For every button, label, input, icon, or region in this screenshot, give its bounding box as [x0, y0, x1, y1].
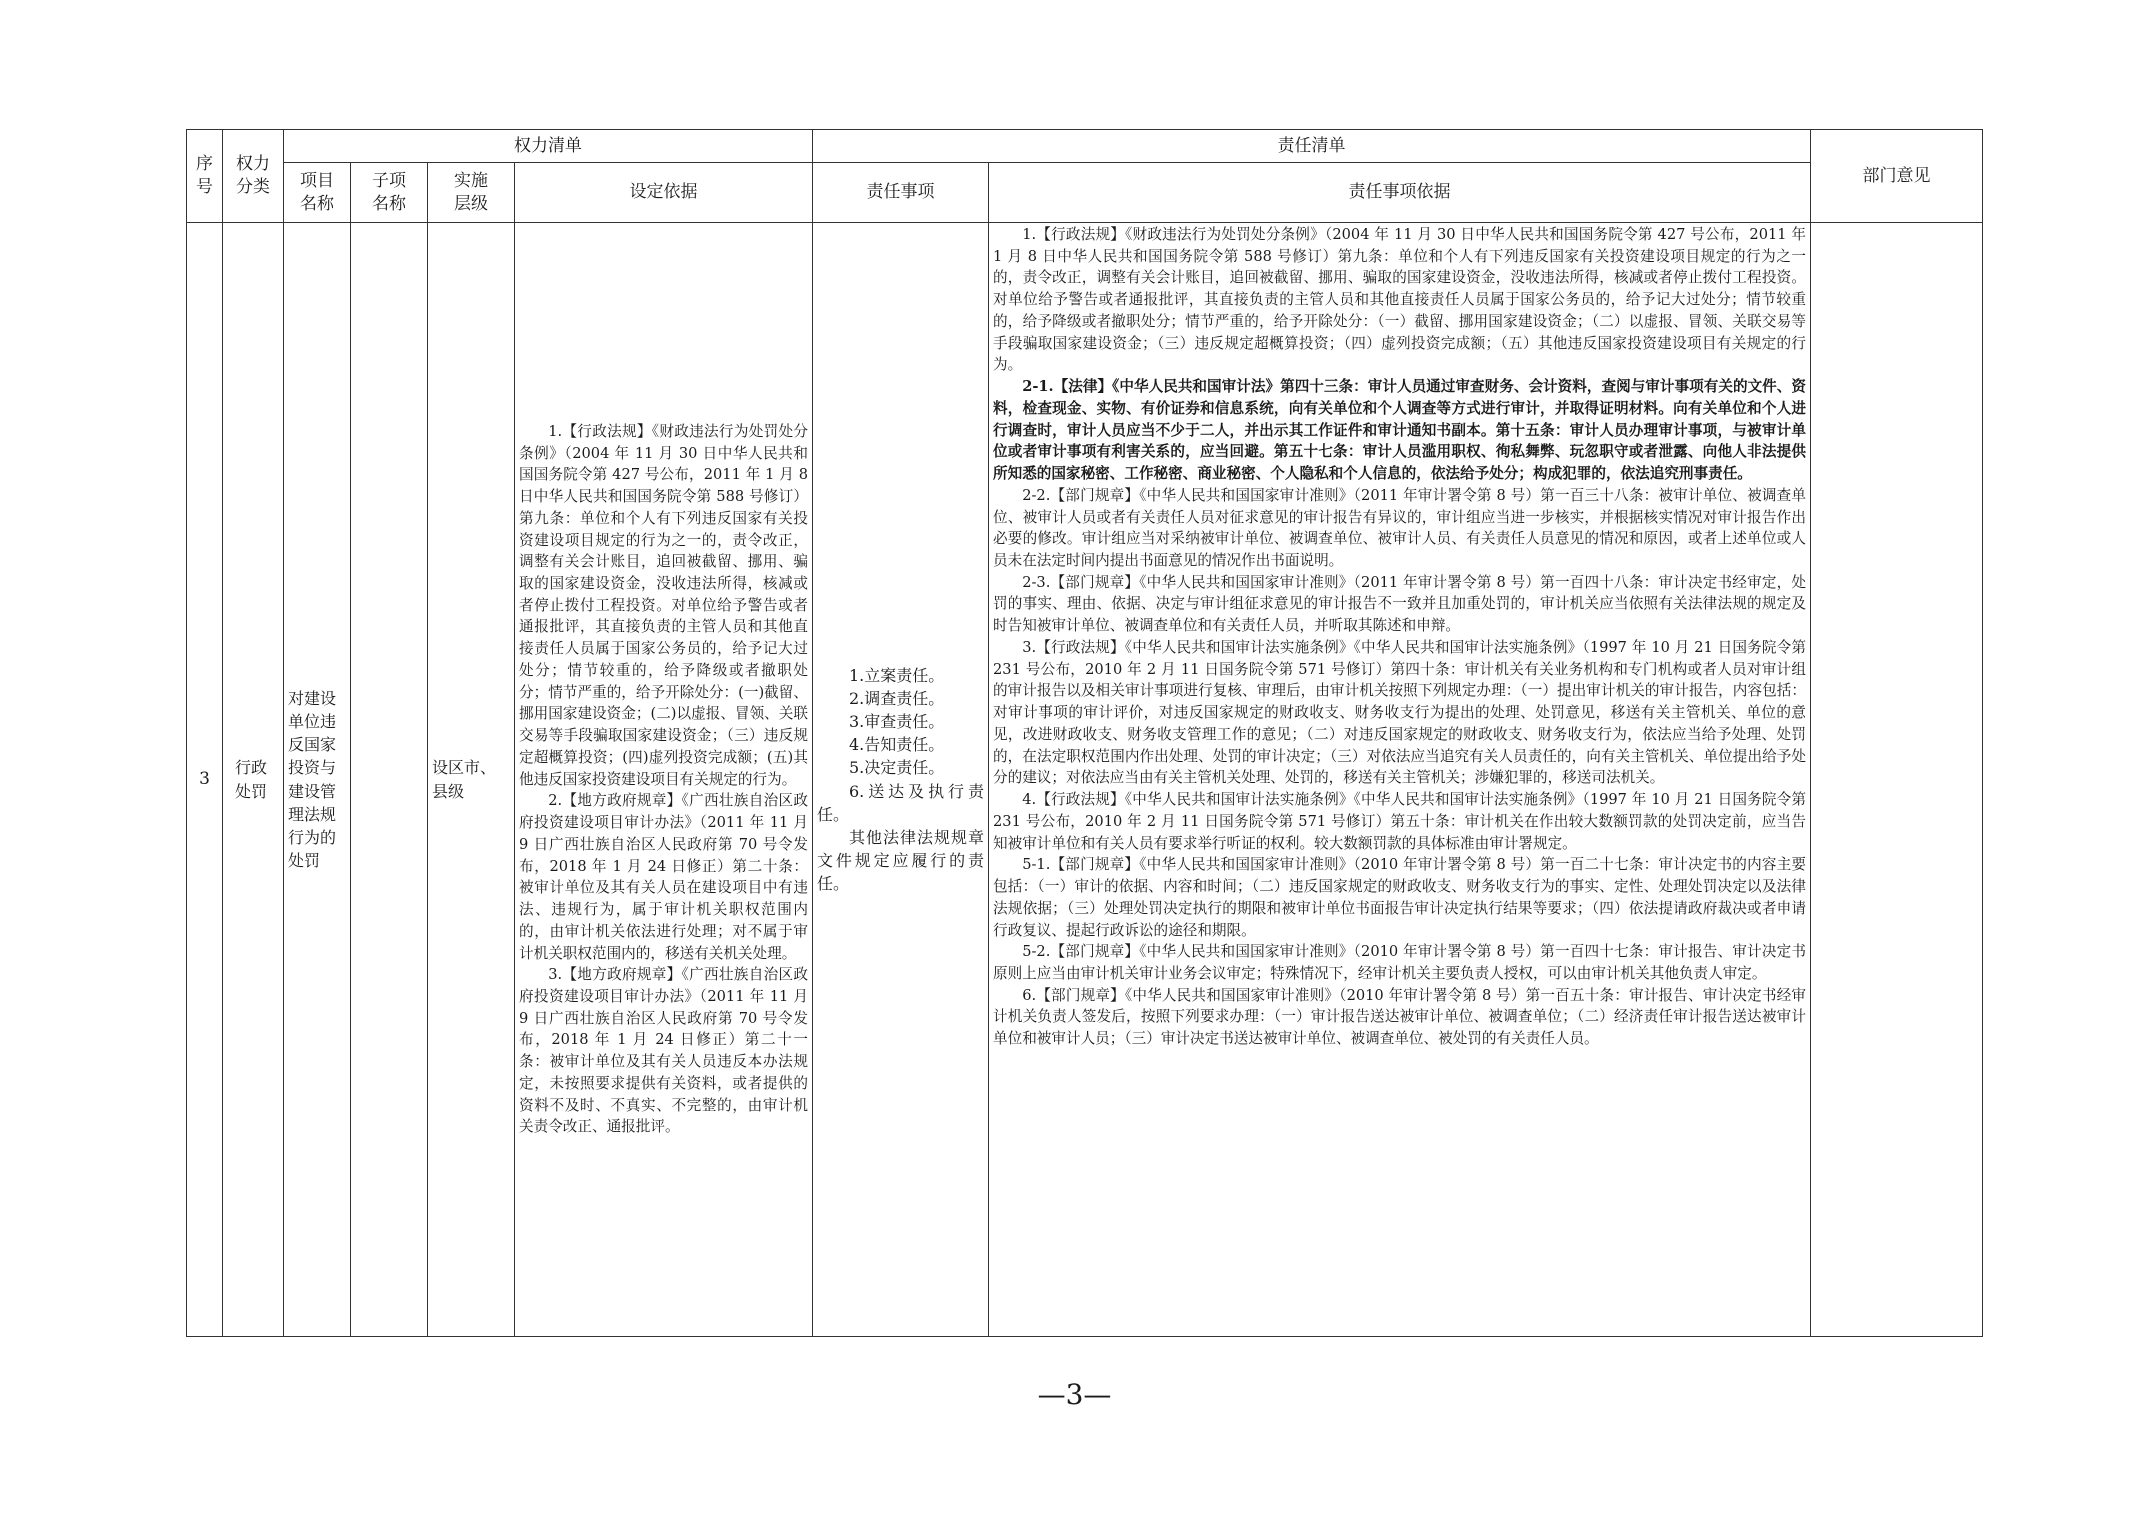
power-responsibility-table [186, 129, 1983, 1337]
header-level: 实施层级 [428, 163, 515, 223]
row-seq: 3 [187, 223, 223, 1337]
resp-item-3: 3.审查责任。 [849, 711, 945, 731]
row-dept-opinion [1811, 223, 1983, 1337]
resp-basis-paragraph-2-1: 2-1.【法律】《中华人民共和国审计法》第四十三条：审计人员通过审查财务、会计资料，查阅与审计事项有关的文件、资料，检查现金、实物、有价证券和信息系统，向有关单位和个人调查等方式进行审计，并取得证明材料。向有关单位和个人进行调查时，审计人员应当不少于二人，并出示其工作证件和审计通知书副本。第十五条：审计人员办理审计事项，与被审计单位或者审计事项有利害关系的，应当回避。第五十七条：审计人员滥用职权、徇私舞弊、玩忽职守或者泄露、向他人非法提供所知悉的国家秘密、工作秘密、商业秘密、个人隐私和个人信息的，依法给予处分；构成犯罪的，依法追究刑事责任。 [993, 378, 1806, 483]
row-basis [515, 223, 813, 1337]
row-resp-items [813, 223, 989, 1337]
resp-basis-paragraph-6: 6.【部门规章】《中华人民共和国国家审计准则》（2010 年审计署令第 8 号）第一百五十条：审计报告、审计决定书经审计机关负责人签发后，按照下列要求办理：（一）审计报告送达被审计单位、被调查单位；（二）经济责任审计报告送达被审计单位和被审计人员；（三）审计决定书送达被审计单位、被调查单位、被处罚的有关责任人员。 [993, 986, 1806, 1048]
resp-item-6: 6.送达及执行责任。 [817, 781, 984, 824]
row-level: 设区市、县级 [428, 223, 515, 1337]
header-sub-name: 子项名称 [351, 163, 428, 223]
header-dept-opinion: 部门意见 [1811, 130, 1983, 223]
page-number: —3— [1037, 1378, 1112, 1411]
basis-paragraph-3: 3.【地方政府规章】《广西壮族自治区政府投资建设项目审计办法》（2011 年 11 月 9 日广西壮族自治区人民政府第 70 号令发布，2018 年 1 月 24 日修正）第二十一条：被审计单位及其有关人员违反本办法规定，未按照要求提供有关资料，或者提供的资料不及时、不真实、不完整的，由审计机关责令改正、通报批评。 [519, 966, 808, 1136]
header-seq: 序号 [187, 130, 223, 223]
resp-item-4: 4.告知责任。 [849, 735, 945, 755]
resp-basis-paragraph-4: 4.【行政法规】《中华人民共和国审计法实施条例》《中华人民共和国审计法实施条例》（1997 年 10 月 21 日国务院令第 231 号公布，2010 年 2 月 11 日国务院令第 571 号修订）第五十条：审计机关在作出较大数额罚款的处罚决定前，应当告知被审计单位和有关人员有要求举行听证的权利。较大数额罚款的具体标准由审计署规定。 [993, 791, 1806, 852]
header-power-list: 权力清单 [284, 130, 813, 163]
header-resp-basis: 责任事项依据 [989, 163, 1811, 223]
resp-basis-paragraph-5-1: 5-1.【部门规章】《中华人民共和国国家审计准则》（2010 年审计署令第 8 号）第一百二十七条：审计决定书的内容主要包括：（一）审计的依据、内容和时间；（二）违反国家规定的财政收支、财务收支行为的事实、定性、处理处罚决定以及法律法规依据；（三）处理处罚决定执行的期限和被审计单位书面报告审计决定执行结果等要求；（四）依法提请政府裁决或者申请行政复议、提起行政诉讼的途径和期限。 [993, 856, 1806, 939]
basis-paragraph-1: 1.【行政法规】《财政违法行为处罚处分条例》（2004 年 11 月 30 日中华人民共和国国务院令第 427 号公布，2011 年 1 月 8 日中华人民共和国国务院令第 588 号修订）第九条：单位和个人有下列违反国家有关投资建设项目规定的行为之一的，责令改正，调整有关会计账目，追回被截留、挪用、骗取的国家建设资金，没收违法所得，核减或者停止拨付工程投资。对单位给予警告或者通报批评，其直接负责的主管人员和其他直接责任人员属于国家公务员的，给予记大过处分；情节较重的，给予降级或者撤职处分；情节严重的，给予开除处分：(一)截留、挪用国家建设资金；(二)以虚报、冒领、关联交易等手段骗取国家建设资金；（三）违反规定超概算投资；(四)虚列投资完成额；(五)其他违反国家投资建设项目有关规定的行为。 [519, 422, 808, 788]
row-category: 行政处罚 [223, 223, 284, 1337]
header-resp-item: 责任事项 [813, 163, 989, 223]
row-item-name: 对建设单位违反国家投资与建设管理法规行为的处罚 [284, 223, 351, 1337]
resp-basis-paragraph-3: 3.【行政法规】《中华人民共和国审计法实施条例》《中华人民共和国审计法实施条例》（1997 年 10 月 21 日国务院令第 231 号公布，2010 年 2 月 11 日国务院令第 571 号修订）第四十条：审计机关有关业务机构和专门机构或者人员对审计组的审计报告以及相关审计事项进行复核、审理后，由审计机关按照下列规定办理：（一）提出审计机关的审计报告，内容包括：对审计事项的审计评价，对违反国家规定的财政收支、财务收支行为提出的处理、处罚意见，移送有关主管机关、单位的意见，改进财政收支、财务收支管理工作的意见；（二）对违反国家规定的财政收支、财务收支行为，依法应当给予处理、处罚的，在法定职权范围内作出处理、处罚的审计决定；（三）对依法应当追究有关人员责任的，向有关主管机关、单位提出给予处分的建议；对依法应当由有关主管机关处理、处罚的，移送有关主管机关；涉嫌犯罪的，移送司法机关。 [993, 638, 1806, 787]
resp-basis-paragraph-5-2: 5-2.【部门规章】《中华人民共和国国家审计准则》（2010 年审计署令第 8 号）第一百四十七条：审计报告、审计决定书原则上应当由审计机关审计业务会议审定；特殊情况下，经审计机关主要负责人授权，可以由审计机关其他负责人审定。 [993, 943, 1806, 982]
header-item-name: 项目名称 [284, 163, 351, 223]
header-resp-list: 责任清单 [813, 130, 1811, 163]
basis-paragraph-2: 2.【地方政府规章】《广西壮族自治区政府投资建设项目审计办法》（2011 年 11 月 9 日广西壮族自治区人民政府第 70 号令发布，2018 年 1 月 24 日修正）第二十条：被审计单位及其有关人员在建设项目中有违法、违规行为，属于审计机关职权范围内的，由审计机关依法进行处理；对不属于审计机关职权范围内的，移送有关机关处理。 [519, 792, 808, 962]
row-sub-name [351, 223, 428, 1337]
resp-item-5: 5.决定责任。 [849, 758, 945, 778]
resp-item-other: 其他法律法规规章文件规定应履行的责任。 [817, 827, 984, 894]
header-basis: 设定依据 [515, 163, 813, 223]
resp-basis-paragraph-2-2: 2-2.【部门规章】《中华人民共和国国家审计准则》（2011 年审计署令第 8 号）第一百三十八条：被审计单位、被调查单位、被审计人员或者有关责任人员对征求意见的审计报告有异议的，审计组应当进一步核实，并根据核实情况对审计报告作出必要的修改。审计组应当对采纳被审计单位、被调查单位、被审计人员、有关责任人员意见的情况和原因，或者上述单位或人员未在法定时间内提出书面意见的情况作出书面说明。 [993, 486, 1806, 570]
resp-basis-paragraph-1: 1.【行政法规】《财政违法行为处罚处分条例》（2004 年 11 月 30 日中华人民共和国国务院令第 427 号公布，2011 年 1 月 8 日中华人民共和国国务院令第 588 号修订）第九条：单位和个人有下列违反国家有关投资建设项目规定的行为之一的，责令改正，调整有关会计账目，追回被截留、挪用、骗取的国家建设资金，没收违法所得，核减或者停止拨付工程投资。对单位给予警告或者通报批评，其直接负责的主管人员和其他直接责任人员属于国家公务员的，给予记大过处分；情节较重的，给予降级或者撤职处分；情节严重的，给予开除处分：（一）截留、挪用国家建设资金；（二）以虚报、冒领、关联交易等手段骗取国家建设资金；（三）违反规定超概算投资；（四）虚列投资完成额；（五）其他违反国家投资建设项目有关规定的行为。 [993, 226, 1806, 374]
resp-basis-paragraph-2-3: 2-3.【部门规章】《中华人民共和国国家审计准则》（2011 年审计署令第 8 号）第一百四十八条：审计决定书经审定，处罚的事实、理由、依据、决定与审计组征求意见的审计报告不一致并且加重处罚的，审计机关应当依照有关法律法规的规定及时告知被审计单位、被调查单位和有关责任人员，并听取其陈述和申辩。 [993, 573, 1806, 635]
resp-item-1: 1.立案责任。 [849, 665, 945, 685]
row-resp-basis [989, 223, 1811, 1337]
resp-item-2: 2.调查责任。 [849, 688, 945, 708]
header-category: 权力分类 [223, 130, 284, 223]
